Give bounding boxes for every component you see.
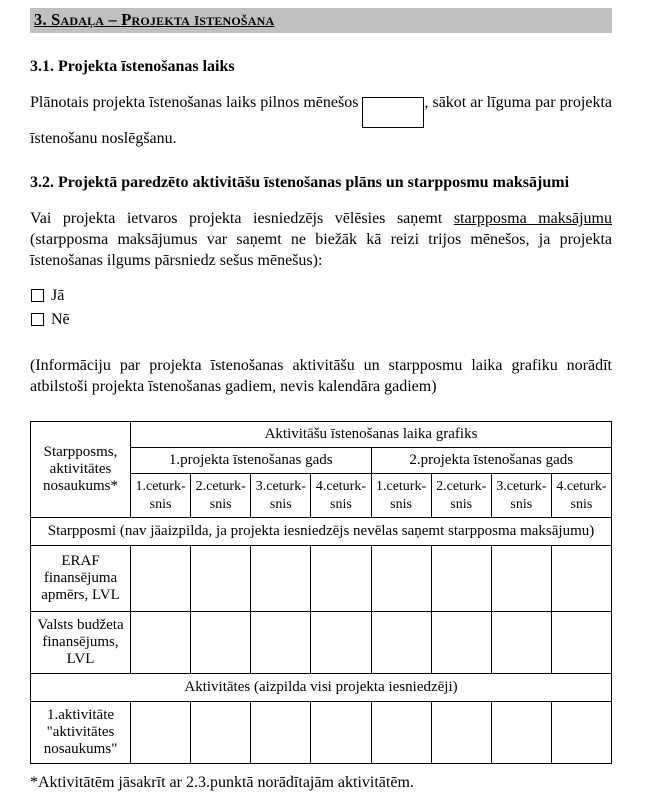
eraf-cell-y1-q3[interactable] xyxy=(251,546,311,612)
aktivitate-1-row-label: 1.aktivitāte "aktivitātes nosaukums" xyxy=(31,702,131,764)
corner-header-cell: Starpposms, aktivitātes nosaukums* xyxy=(31,422,131,518)
para-3-1 xyxy=(30,92,612,149)
eraf-cell-y2-q4[interactable] xyxy=(551,546,611,612)
valsts-cell-y2-q2[interactable] xyxy=(431,612,491,674)
heading-3-2: 3.2. Projektā paredzēto aktivitāšu īstenošanas plāns un starpposmu maksājumi xyxy=(30,173,570,191)
valsts-cell-y2-q3[interactable] xyxy=(491,612,551,674)
table-title-row xyxy=(31,422,612,448)
para-3-1-text-before: Plānotais projekta īstenošanas laiks pilnos mēnešos xyxy=(30,94,363,111)
no-checkbox[interactable] xyxy=(31,313,44,326)
question-text-after: (starpposma maksājumus var saņemt ne biežāk kā reizi trijos mēnešos, ja projekta īstenošanas ilgums pārsniedz sešus mēnešus): xyxy=(30,231,612,270)
eraf-cell-y2-q2[interactable] xyxy=(431,546,491,612)
valsts-cell-y1-q2[interactable] xyxy=(191,612,251,674)
aktivitate-cell-y1-q4[interactable] xyxy=(311,702,371,764)
quarter-header-y2-q3: 3.ceturk-snis xyxy=(491,474,551,518)
option-no-row xyxy=(31,311,612,329)
payment-options xyxy=(31,287,612,329)
eraf-cell-y2-q3[interactable] xyxy=(491,546,551,612)
note-para: (Informāciju par projekta īstenošanas aktivitāšu un starpposmu laika grafiku norādīt atbilstoši projekta īstenošanas gadiem, nevis kalendāra gadiem) xyxy=(30,356,612,395)
year-1-header: 1.projekta īstenošanas gads xyxy=(131,448,372,474)
valsts-budzets-row-label: Valsts budžeta finansējums, LVL xyxy=(31,612,131,674)
quarter-header-y1-q3: 3.ceturk-snis xyxy=(251,474,311,518)
quarter-header-y2-q1: 1.ceturk-snis xyxy=(371,474,431,518)
question-text-before: Vai projekta ietvaros projekta iesniedzējs vēlēsies saņemt xyxy=(30,209,454,227)
eraf-row-label: ERAF finansējuma apmērs, LVL xyxy=(31,546,131,612)
question-para xyxy=(30,208,612,272)
option-yes-row xyxy=(31,287,612,305)
valsts-cell-y2-q4[interactable] xyxy=(551,612,611,674)
aktivitate-1-row xyxy=(31,702,612,764)
valsts-cell-y1-q3[interactable] xyxy=(251,612,311,674)
question-text-underlined: starpposma maksājumu xyxy=(453,209,612,227)
para-3-1-text-after: , sākot ar līguma par projekta īstenošanu noslēgšanu. xyxy=(30,94,612,147)
yes-checkbox[interactable] xyxy=(31,289,44,302)
eraf-cell-y2-q1[interactable] xyxy=(371,546,431,612)
year-2-header: 2.projekta īstenošanas gads xyxy=(371,448,612,474)
quarter-header-y2-q2: 2.ceturk-snis xyxy=(431,474,491,518)
yes-label: Jā xyxy=(51,286,65,304)
valsts-budzets-row xyxy=(31,612,612,674)
eraf-cell-y1-q1[interactable] xyxy=(131,546,191,612)
eraf-cell-y1-q4[interactable] xyxy=(311,546,371,612)
aktivitate-cell-y1-q3[interactable] xyxy=(251,702,311,764)
aktivitates-section-cell: Aktivitātes (aizpilda visi projekta iesniedzēji) xyxy=(31,674,612,702)
section-title: 3. Sadaļa – Projekta īstenošana xyxy=(34,10,275,29)
aktivitates-section-row xyxy=(31,674,612,702)
heading-3-1: 3.1. Projekta īstenošanas laiks xyxy=(30,58,235,75)
starpposmi-section-cell: Starpposmi (nav jāaizpilda, ja projekta iesniedzējs nevēlas saņemt starpposma maksājumu) xyxy=(31,518,612,546)
schedule-table xyxy=(30,421,612,764)
aktivitate-cell-y2-q2[interactable] xyxy=(431,702,491,764)
aktivitate-cell-y1-q2[interactable] xyxy=(191,702,251,764)
quarter-header-y2-q4: 4.ceturk-snis xyxy=(551,474,611,518)
aktivitate-cell-y2-q4[interactable] xyxy=(551,702,611,764)
months-input[interactable] xyxy=(362,97,424,128)
quarter-header-y1-q4: 4.ceturk-snis xyxy=(311,474,371,518)
footnote: *Aktivitātēm jāsakrīt ar 2.3.punktā norādītajām aktivitātēm. xyxy=(30,774,414,792)
starpposmi-section-row xyxy=(31,518,612,546)
table-title-cell: Aktivitāšu īstenošanas laika grafiks xyxy=(131,422,612,448)
valsts-cell-y1-q4[interactable] xyxy=(311,612,371,674)
quarter-header-y1-q1: 1.ceturk-snis xyxy=(131,474,191,518)
valsts-cell-y1-q1[interactable] xyxy=(131,612,191,674)
quarter-header-y1-q2: 2.ceturk-snis xyxy=(191,474,251,518)
eraf-cell-y1-q2[interactable] xyxy=(191,546,251,612)
aktivitate-cell-y1-q1[interactable] xyxy=(131,702,191,764)
eraf-row xyxy=(31,546,612,612)
aktivitate-cell-y2-q1[interactable] xyxy=(371,702,431,764)
section-header-bar xyxy=(30,8,612,33)
no-label: Nē xyxy=(51,310,70,328)
valsts-cell-y2-q1[interactable] xyxy=(371,612,431,674)
aktivitate-cell-y2-q3[interactable] xyxy=(491,702,551,764)
